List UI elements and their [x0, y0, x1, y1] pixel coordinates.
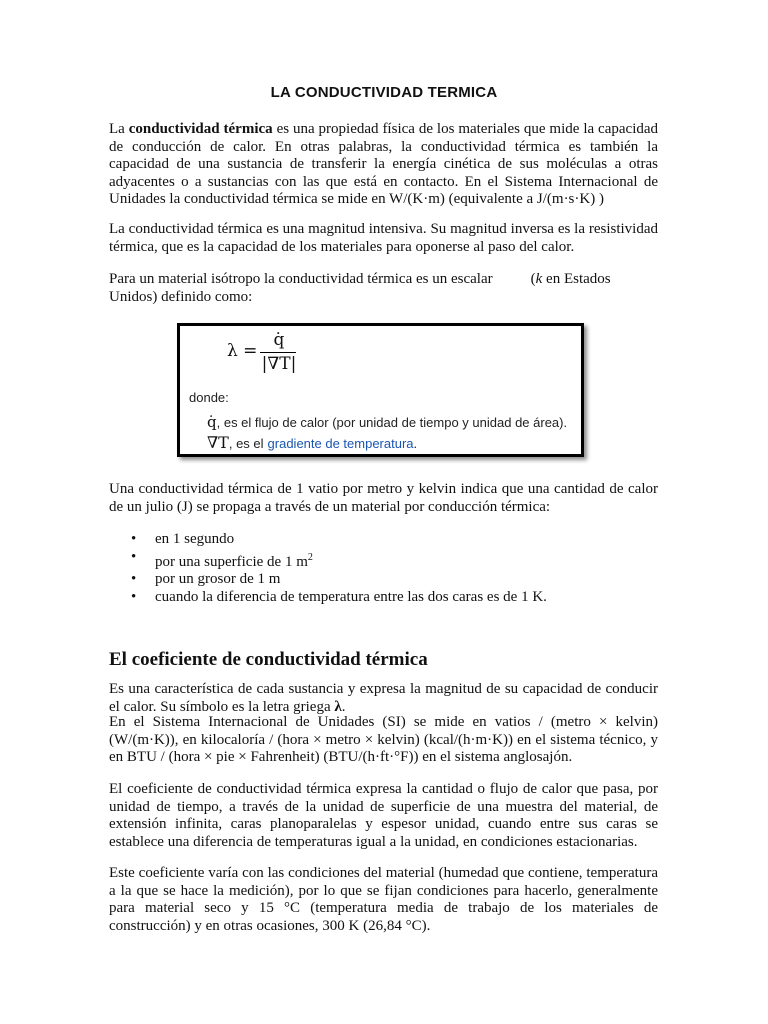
bullet-icon: • [131, 571, 137, 587]
gradient-description-post: . [413, 436, 418, 451]
paragraph-definition [109, 121, 658, 209]
paragraph-isotropic: Para un material isótropo la conductividad térmica es un escalar (k en Estados Unidos) definido como: [109, 271, 611, 305]
list-item-text: por un grosor de 1 m [155, 571, 281, 587]
document-title: LA CONDUCTIVIDAD TERMICA [270, 84, 498, 101]
gradient-symbol: ∇T [207, 433, 229, 452]
p1-post: es una propiedad física de los materiales que mide la capacidad de conducción de calor. En otras palabras, la conductividad térmica es también la capacidad de una sustancia de transferir la energía cinética de sus moléculas a otras adyacentes o a sustancias con las que está en contacto. En el Sistema Internacional de Unidades la conductividad térmica se mide en W/(K·m) (equivalente a J/(m·s·K) ) [109, 121, 659, 207]
section-heading: El coeficiente de conductividad térmica [109, 649, 428, 670]
equation-lhs: λ = [227, 341, 258, 361]
p1-bold-term: conductividad térmica [128, 121, 273, 137]
p3-pre: Para un material isótropo la conductividad térmica es un escalar [109, 271, 493, 287]
p5-text: Es una característica de cada sustancia y expresa la magnitud de su capacidad de conducir el calor. Su símbolo es la letra griega [109, 681, 658, 715]
paragraph-units: En el Sistema Internacional de Unidades (SI) se mide en vatios / (metro × kelvin) (W/(m·K)), en kilocaloría / (hora × metro × kelvin) (kcal/(h·m·K)) en el sistema técnico, y en BTU / (hora × pie × Fahrenheit) (BTU/(h·ft·°F)) en el sistema anglosajón. [109, 714, 658, 765]
paragraph-characteristic [109, 681, 658, 716]
bullet-icon: • [131, 588, 137, 605]
paragraph-conditions: Este coeficiente varía con las condiciones del material (humedad que contiene, temperatura a la que se hace la medición), por lo que se fijan condiciones para hacerlo, generalmente para material seco y 15 °C (temperatura media de trabajo de los materiales de construcción) y en otras ocasiones, 300 K (26,84 °C). [109, 865, 658, 934]
paragraph-intensive: La conductividad térmica es una magnitud intensiva. Su magnitud inversa es la resistividad térmica, que es la capacidad de los materiales para oponerse al paso del calor. [109, 221, 658, 255]
equation-numerator: q̇ [273, 330, 285, 350]
p1-pre: La [109, 121, 125, 137]
list-item-text: en 1 segundo [155, 531, 235, 547]
list-item [109, 571, 658, 589]
paragraph-unit-meaning: Una conductividad térmica de 1 vatio por metro y kelvin indica que una cantidad de calor de un julio (J) se propaga a través de un material por conducción térmica: [109, 481, 658, 515]
fraction-bar [260, 352, 296, 353]
lambda-symbol: λ [334, 698, 342, 715]
flux-description: , es el flujo de calor (por unidad de tiempo y unidad de área). [216, 415, 568, 430]
conditions-list [109, 531, 658, 606]
list-item-text: cuando la diferencia de temperatura entre las dos caras es de 1 K. [155, 588, 547, 605]
p3-k: k [535, 271, 543, 287]
list-item [109, 531, 658, 549]
flux-definition [207, 413, 567, 432]
paragraph-coefficient: El coeficiente de conductividad térmica expresa la cantidad o flujo de calor que pasa, por unidad de tiempo, a través de la unidad de superficie de una muestra del material, de extensión infinita, caras planoparalelas y espesor unidad, cuando entre sus caras se establece una diferencia de temperaturas igual a la unidad, en condiciones estacionarias. [109, 781, 658, 850]
list-item [109, 589, 658, 607]
p3-post: en Estados Unidos) definido como: [109, 271, 611, 305]
list-item [109, 549, 658, 572]
bullet-icon: • [131, 531, 137, 547]
donde-label: donde: [189, 390, 229, 405]
gradient-definition [207, 433, 417, 453]
equation-denominator: |∇T| [261, 354, 297, 374]
bullet-icon: • [131, 548, 137, 565]
list-item-text: por una superficie de 1 m [155, 553, 308, 570]
flux-symbol: q̇ [207, 413, 217, 431]
gradient-description-pre: , es el [228, 436, 264, 451]
p5-end: . [341, 698, 346, 715]
superscript: 2 [307, 551, 313, 563]
equation-box [177, 323, 584, 457]
gradient-link[interactable]: gradiente de temperatura [267, 436, 414, 451]
